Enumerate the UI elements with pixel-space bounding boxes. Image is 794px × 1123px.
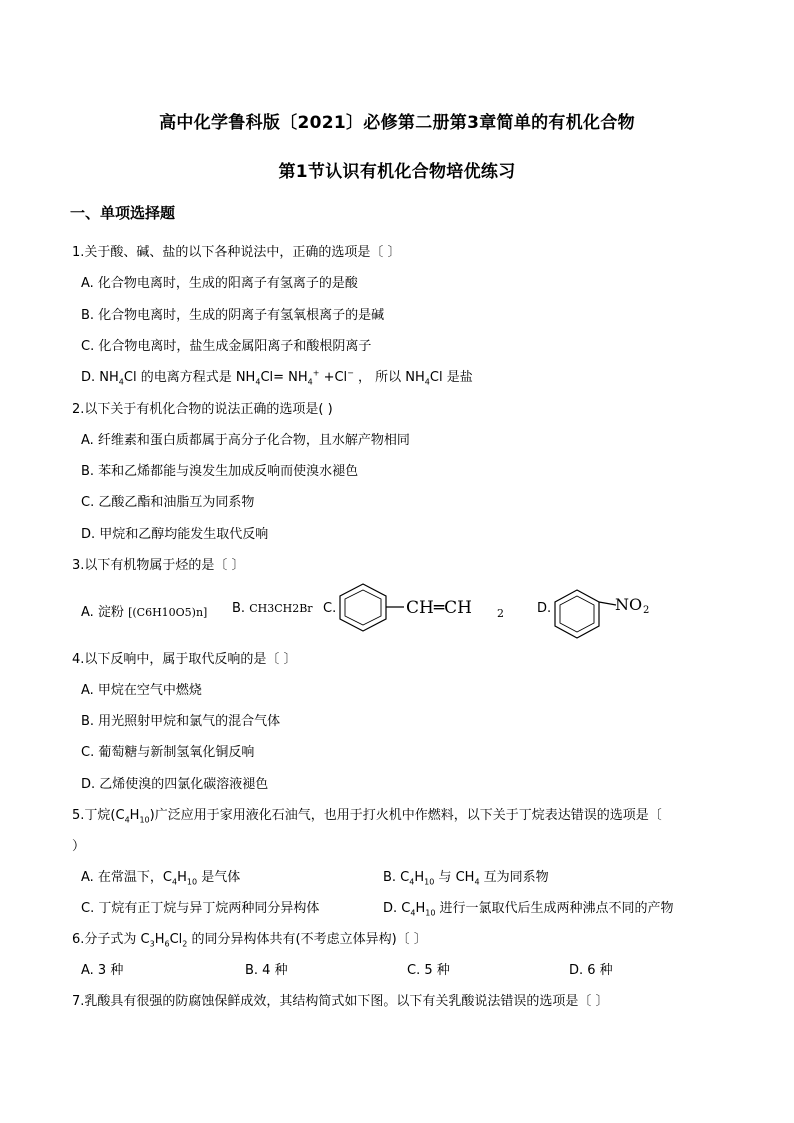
- subscript: 4: [409, 877, 415, 887]
- subscript: 4: [172, 877, 178, 887]
- subscript: 6: [164, 939, 170, 949]
- question-5-option-a: [81, 866, 240, 887]
- section-heading: 一、单项选择题: [70, 204, 176, 222]
- subscript: 2: [182, 939, 188, 949]
- question-3-option-a: [81, 601, 207, 620]
- text: H: [415, 901, 426, 916]
- option-label: A. 淀粉: [81, 605, 124, 620]
- benzene-ring: [340, 584, 386, 631]
- text: 与 CH: [434, 870, 475, 885]
- text: Cl= NH: [260, 370, 308, 385]
- question-4-option-d: D. 乙烯使溴的四氯化碳溶液褪色: [81, 777, 269, 792]
- question-7-stem: 7.乳酸具有很强的防腐蚀保鲜成效，其结构简式如下图。以下有关乳酸说法错误的选项是〔 〕: [72, 994, 609, 1009]
- subscript: 3: [149, 939, 155, 949]
- bond: [599, 602, 616, 605]
- question-4-stem: 4.以下反响中，属于取代反响的是〔 〕: [72, 652, 297, 667]
- question-6-option-d: D. 6 种: [569, 963, 613, 978]
- text: 进行一氯取代后生成两种沸点不同的产物: [435, 901, 674, 916]
- text: H: [177, 870, 187, 885]
- text: B. C: [383, 870, 410, 885]
- text: 6.分子式为 C: [72, 932, 150, 947]
- subscript: 2: [643, 605, 650, 616]
- question-1-option-b: B. 化合物电离时，生成的阴离子有氢氧根离子的是碱: [81, 308, 385, 323]
- question-4-option-b: B. 用光照射甲烷和氯气的混合气体: [81, 714, 281, 729]
- text: +Cl: [319, 370, 348, 385]
- question-6-stem: [72, 928, 427, 949]
- question-2-stem: 2.以下关于有机化合物的说法正确的选项是( ): [72, 402, 333, 417]
- question-3-option-c-label: C.: [323, 601, 337, 616]
- subscript: 4: [307, 377, 313, 387]
- question-5-option-c: C. 丁烷有正丁烷与异丁烷两种同分异构体: [81, 901, 320, 916]
- question-2-option-c: C. 乙酸乙酯和油脂互为同系物: [81, 495, 255, 510]
- subscript: 10: [425, 908, 436, 918]
- doc-title-line2: 第1节认识有机化合物培优练习: [278, 162, 516, 182]
- text: 的同分异构体共有(不考虑立体异构)〔 〕: [187, 932, 427, 947]
- question-1-option-a: A. 化合物电离时，生成的阳离子有氢离子的是酸: [81, 276, 358, 291]
- benzene-ring: [555, 590, 599, 638]
- text: 是气体: [197, 870, 241, 885]
- text: Cl 是盐: [429, 370, 473, 385]
- question-5-stem: [72, 804, 662, 825]
- question-2-option-d: D. 甲烷和乙醇均能发生取代反响: [81, 527, 269, 542]
- nitrobenzene-structure: [552, 584, 657, 640]
- text: H: [154, 932, 165, 947]
- text: H: [129, 808, 140, 823]
- question-6-option-c: C. 5 种: [407, 963, 450, 978]
- styrene-structure: [338, 582, 513, 632]
- question-1-option-d: [81, 366, 473, 387]
- subscript: 4: [255, 377, 261, 387]
- text: )广泛应用于家用液化石油气，也用于打火机中作燃料，以下关于丁烷表达错误的选项是〔: [149, 808, 662, 823]
- text: D. C: [383, 901, 411, 916]
- question-1-stem: 1.关于酸、碱、盐的以下各种说法中，正确的选项是〔 〕: [72, 245, 401, 260]
- benzene-inner-ring: [560, 596, 594, 632]
- formula: CH3CH2Br: [249, 602, 313, 615]
- text: A. 在常温下，C: [81, 870, 173, 885]
- text: H: [414, 870, 425, 885]
- subscript: 2: [497, 607, 504, 620]
- benzene-inner-ring: [345, 590, 381, 625]
- subscript: 4: [474, 877, 480, 887]
- subscript: 4: [410, 908, 416, 918]
- text: 互为同系物: [479, 870, 549, 885]
- text: Cl 的电离方程式是 NH: [123, 370, 256, 385]
- question-3-option-b: [232, 601, 313, 616]
- question-2-option-b: B. 苯和乙烯都能与溴发生加成反响而使溴水褪色: [81, 464, 359, 479]
- subscript: 10: [186, 877, 198, 887]
- formula: [(C6H10O5)n]: [128, 606, 208, 619]
- question-4-option-c: C. 葡萄糖与新制氢氧化铜反响: [81, 745, 255, 760]
- subscript: 10: [139, 815, 150, 825]
- subscript: 4: [118, 377, 124, 387]
- subscript: 4: [424, 377, 430, 387]
- text: ， 所以 NH: [353, 370, 425, 385]
- text: 5.丁烷(C: [72, 808, 125, 823]
- question-4-option-a: A. 甲烷在空气中燃烧: [81, 683, 202, 698]
- superscript: +: [312, 368, 320, 378]
- nitro-group: NO: [615, 595, 643, 614]
- question-1-option-c: C. 化合物电离时，盐生成金属阳离子和酸根阴离子: [81, 339, 372, 354]
- text: D. NH: [81, 370, 119, 385]
- question-3-stem: 3.以下有机物属于烃的是〔 〕: [72, 558, 245, 573]
- question-5-option-d: [383, 897, 674, 918]
- question-5-option-b: [383, 866, 549, 887]
- question-2-option-a: A. 纤维素和蛋白质都属于高分子化合物，且水解产物相同: [81, 433, 410, 448]
- text: Cl: [169, 932, 183, 947]
- question-5-stem-line2: ）: [72, 839, 86, 854]
- subscript: 4: [124, 815, 130, 825]
- superscript: −: [347, 368, 354, 378]
- vinyl-group: CH═CH: [406, 598, 472, 618]
- question-6-option-a: A. 3 种: [81, 963, 124, 978]
- subscript: 10: [424, 877, 435, 887]
- question-6-option-b: B. 4 种: [245, 963, 288, 978]
- doc-title-line1: 高中化学鲁科版〔2021〕必修第二册第3章简单的有机化合物: [159, 113, 635, 133]
- option-label: B.: [232, 601, 246, 616]
- question-3-option-d-label: D.: [537, 601, 552, 616]
